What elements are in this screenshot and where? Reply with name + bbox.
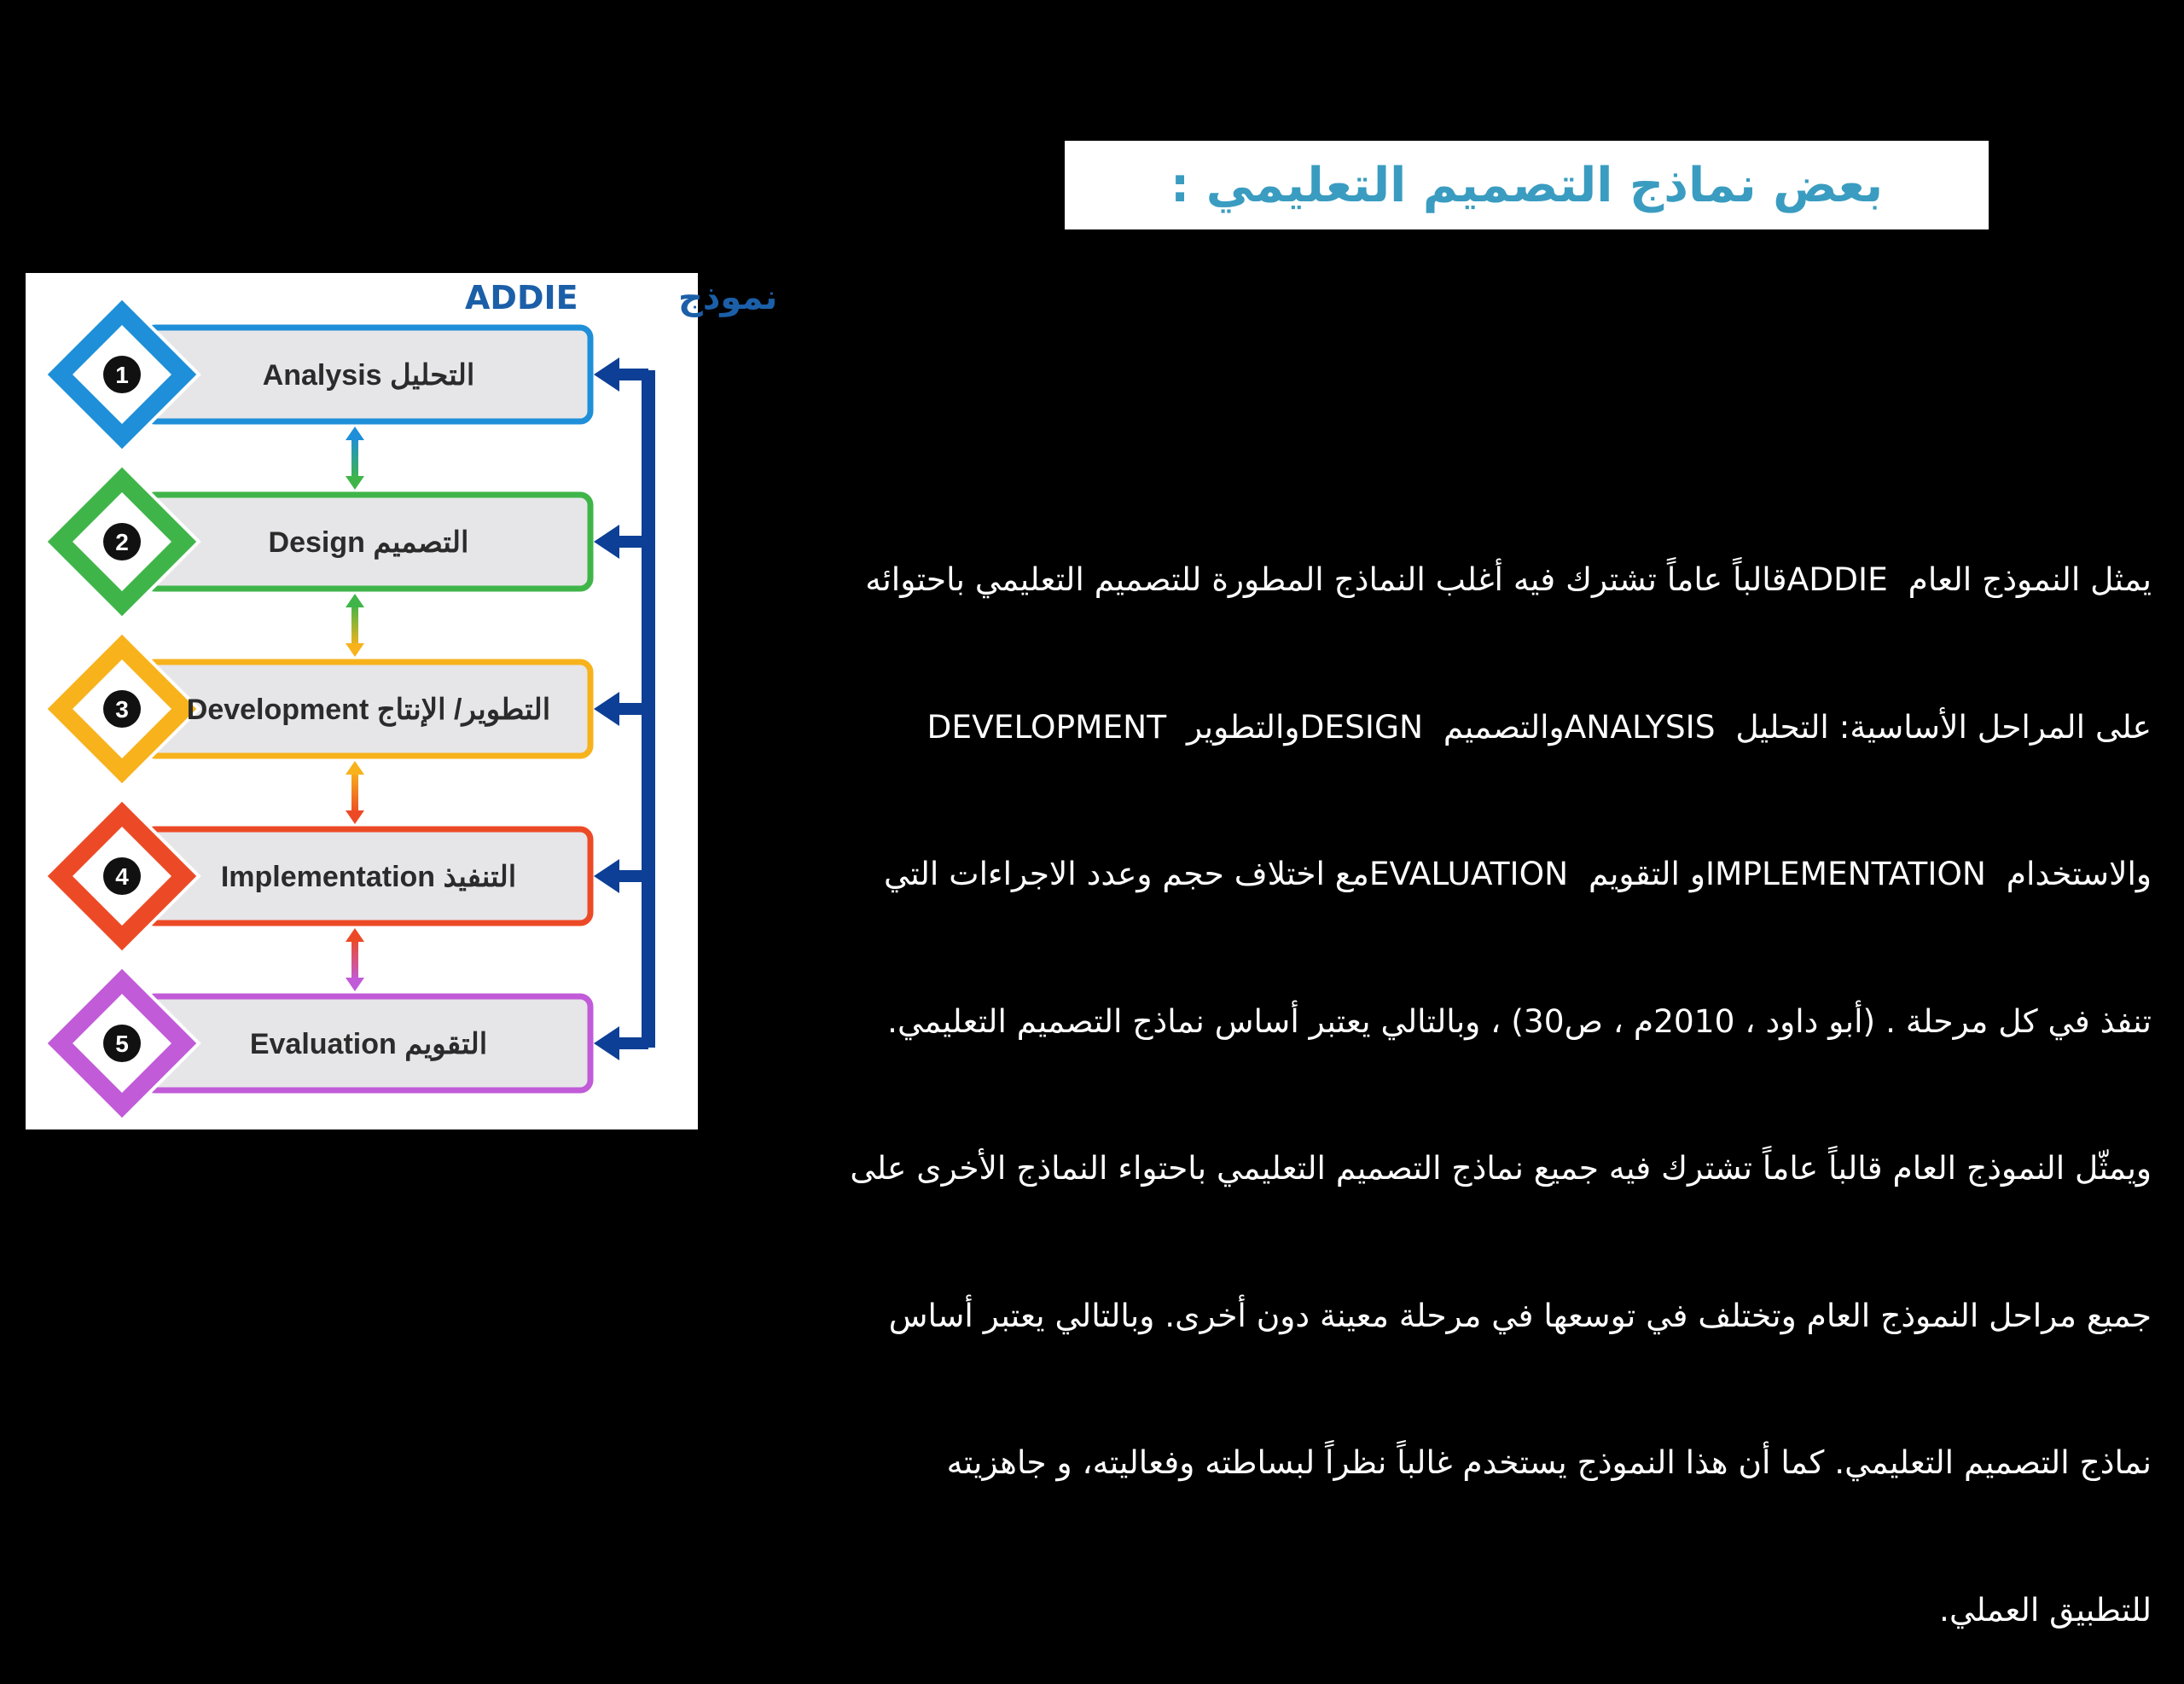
step-label: Development التطوير/ الإنتاج [186, 694, 551, 726]
step-4 [45, 799, 648, 953]
feedback-arrow-head [594, 357, 619, 392]
step-number: 1 [115, 362, 129, 388]
feedback-arrow-head [594, 525, 619, 559]
connector-arrow-down [346, 978, 364, 991]
connector-arrow-down [346, 476, 364, 490]
body-line: للتطبيق العملي. [1939, 1590, 2152, 1629]
body-line: والاستخدام IMPLEMENTATIONو التقويم EVALUATIONمع اختلاف حجم وعدد الاجراءات التي [883, 855, 2152, 892]
connector-line [351, 604, 358, 647]
step-5 [45, 967, 648, 1120]
addie-diagram [26, 273, 778, 1129]
connector-line [351, 771, 358, 814]
diagram-title-en: ADDIE [465, 279, 578, 316]
step-1 [45, 298, 648, 451]
body-text [741, 457, 2152, 1684]
addie-diagram-svg [26, 273, 778, 1129]
connector-arrow-down [346, 810, 364, 824]
body-line: تنفذ في كل مرحلة . (أبو داود ، 2010م ، ص30) ، وبالتالي يعتبر أساس نماذج التصميم التعليمي. [887, 1002, 2152, 1040]
step-label: Analysis التحليل [262, 359, 475, 392]
connector-arrow-up [346, 427, 364, 440]
connector-arrow-up [346, 761, 364, 775]
feedback-arrow-head [594, 692, 619, 726]
step-label: Implementation التنفيذ [220, 861, 517, 893]
connector-arrow-up [346, 928, 364, 942]
body-line: جميع مراحل النموذج العام وتختلف في توسعها في مرحلة معينة دون أخرى. وبالتالي يعتبر أساس [888, 1296, 2152, 1334]
diagram-title [678, 278, 777, 317]
step-label: Evaluation التقويم [249, 1028, 488, 1060]
connector-arrow-up [346, 594, 364, 607]
body-line: على المراحل الأساسية: التحليل ANALYSISوالتصميم DESIGNوالتطوير DEVELOPMENT [926, 707, 2152, 746]
feedback-arrow-head [594, 1026, 619, 1060]
step-number: 5 [115, 1031, 129, 1057]
body-line: يمثل النموذج العام ADDIEقالباً عاماً تشترك فيه أغلب النماذج المطورة للتصميم التعليمي باحتوائه [865, 560, 2152, 598]
feedback-arrow-head [594, 859, 619, 893]
body-line: ويمثّل النموذج العام قالباً عاماً تشترك فيه جميع نماذج التصميم التعليمي باحتواء النماذج الأخرى على [850, 1149, 2152, 1187]
step-2 [45, 465, 648, 618]
slide-title: بعض نماذج التصميم التعليمي : [1170, 157, 1884, 213]
title-box [1065, 141, 1989, 229]
body-line: نماذج التصميم التعليمي. كما أن هذا النموذج يستخدم غالباً نظراً لبساطته وفعاليته، و جاهزيته [946, 1443, 2152, 1481]
step-label: Design التصميم [268, 526, 469, 559]
step-number: 4 [115, 863, 129, 890]
diagram-title-ar: نموذج [678, 278, 778, 317]
step-3 [45, 632, 648, 786]
connector-line [351, 437, 358, 479]
step-number: 3 [115, 696, 129, 723]
step-number: 2 [115, 529, 129, 555]
connector-arrow-down [346, 643, 364, 657]
connector-line [351, 938, 358, 981]
